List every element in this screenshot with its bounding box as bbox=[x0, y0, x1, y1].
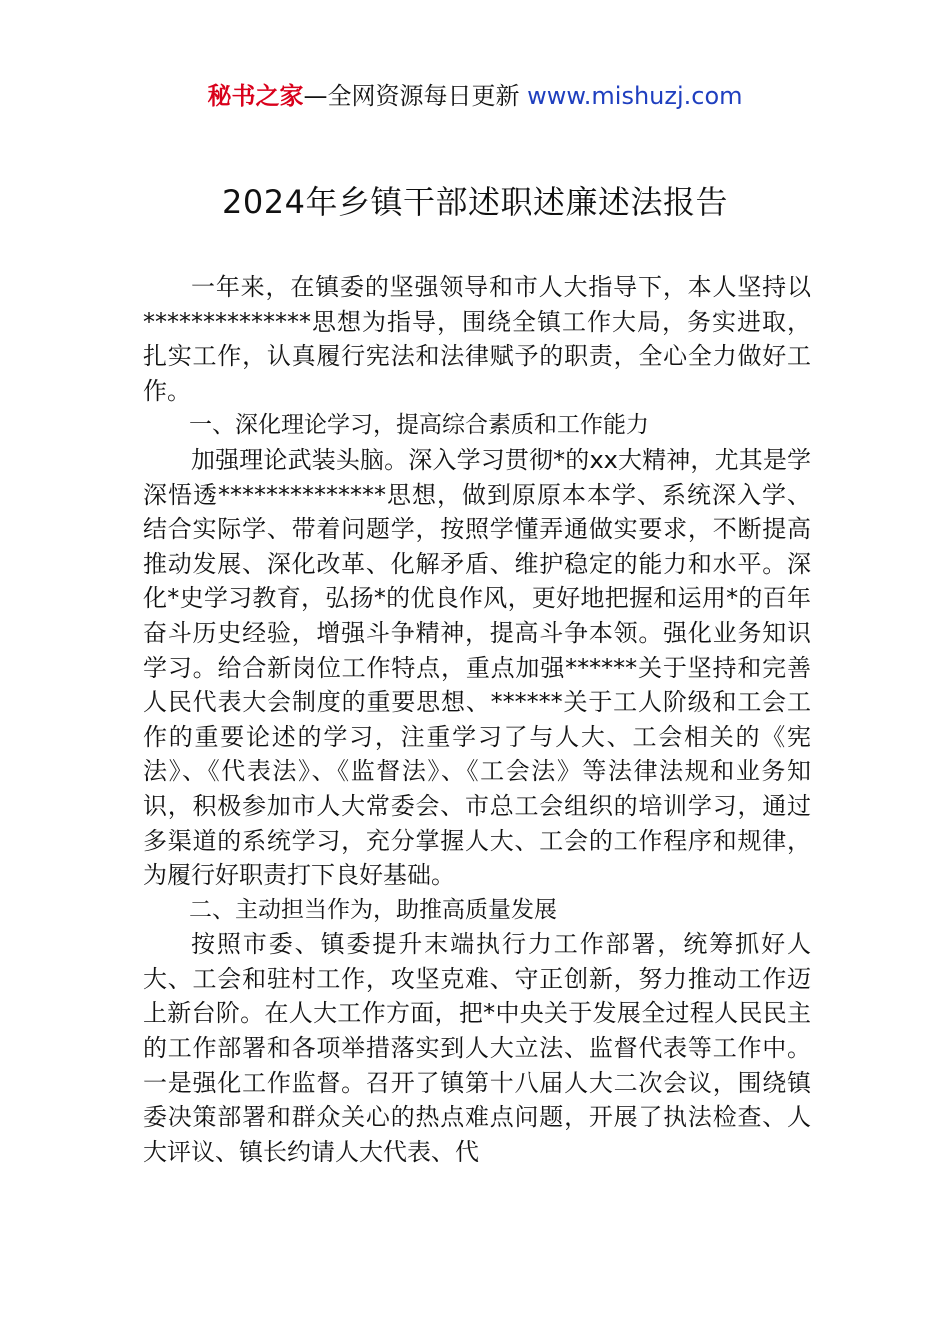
section-heading-2: 二、主动担当作为，助推高质量发展 bbox=[189, 896, 557, 923]
section-heading-1: 一、深化理论学习，提高综合素质和工作能力 bbox=[189, 412, 649, 439]
site-url-link[interactable]: www.mishuzj.com bbox=[527, 82, 743, 110]
site-header bbox=[0, 80, 950, 112]
paragraph-section-1: 加强理论武装头脑。深入学习贯彻*的xx大精神，尤其是学深悟透**************思想，做到原原本本学、系统深入学、结合实际学、带着问题学，按照学懂弄通做实要求，不断提高推动发展、深化改革、化解矛盾、维护稳定的能力和水平。深化*史学习教育，弘扬*的优良作风，更好地把握和运用*的百年奋斗历史经验，增强斗争精神，提高斗争本领。强化业务知识学习。给合新岗位工作特点，重点加强******关于坚持和完善人民代表大会制度的重要思想、******关于工人阶级和工会工作的重要论述的学习，注重学习了与人大、工会相关的《宪法》、《代表法》、《监督法》、《工会法》等法律法规和业务知识，积极参加市人大常委会、市总工会组织的培训学习，通过多渠道的系统学习，充分掌握人大、工会的工作程序和规律，为履行好职责打下良好基础。 bbox=[143, 445, 811, 890]
site-slogan: —全网资源每日更新 bbox=[303, 82, 528, 110]
document-title: 2024年乡镇干部述职述廉述法报告 bbox=[222, 183, 728, 221]
document-body bbox=[143, 270, 811, 1169]
paragraph-section-2: 按照市委、镇委提升末端执行力工作部署，统筹抓好人大、工会和驻村工作，攻坚克难、守正创新，努力推动工作迈上新台阶。在人大工作方面，把*中央关于发展全过程人民民主的工作部署和各项举措落实到人大立法、监督代表等工作中。一是强化工作监督。召开了镇第十八届人大二次会议，围绕镇委决策部署和群众关心的热点难点问题，开展了执法检查、人大评议、镇长约请人大代表、代 bbox=[143, 930, 811, 1166]
site-brand[interactable]: 秘书之家 bbox=[207, 82, 304, 110]
paragraph-intro: 一年来，在镇委的坚强领导和市人大指导下，本人坚持以**************思想为指导，围绕全镇工作大局，务实进取，扎实工作，认真履行宪法和法律赋予的职责，全心全力做好工作。 bbox=[143, 273, 811, 405]
